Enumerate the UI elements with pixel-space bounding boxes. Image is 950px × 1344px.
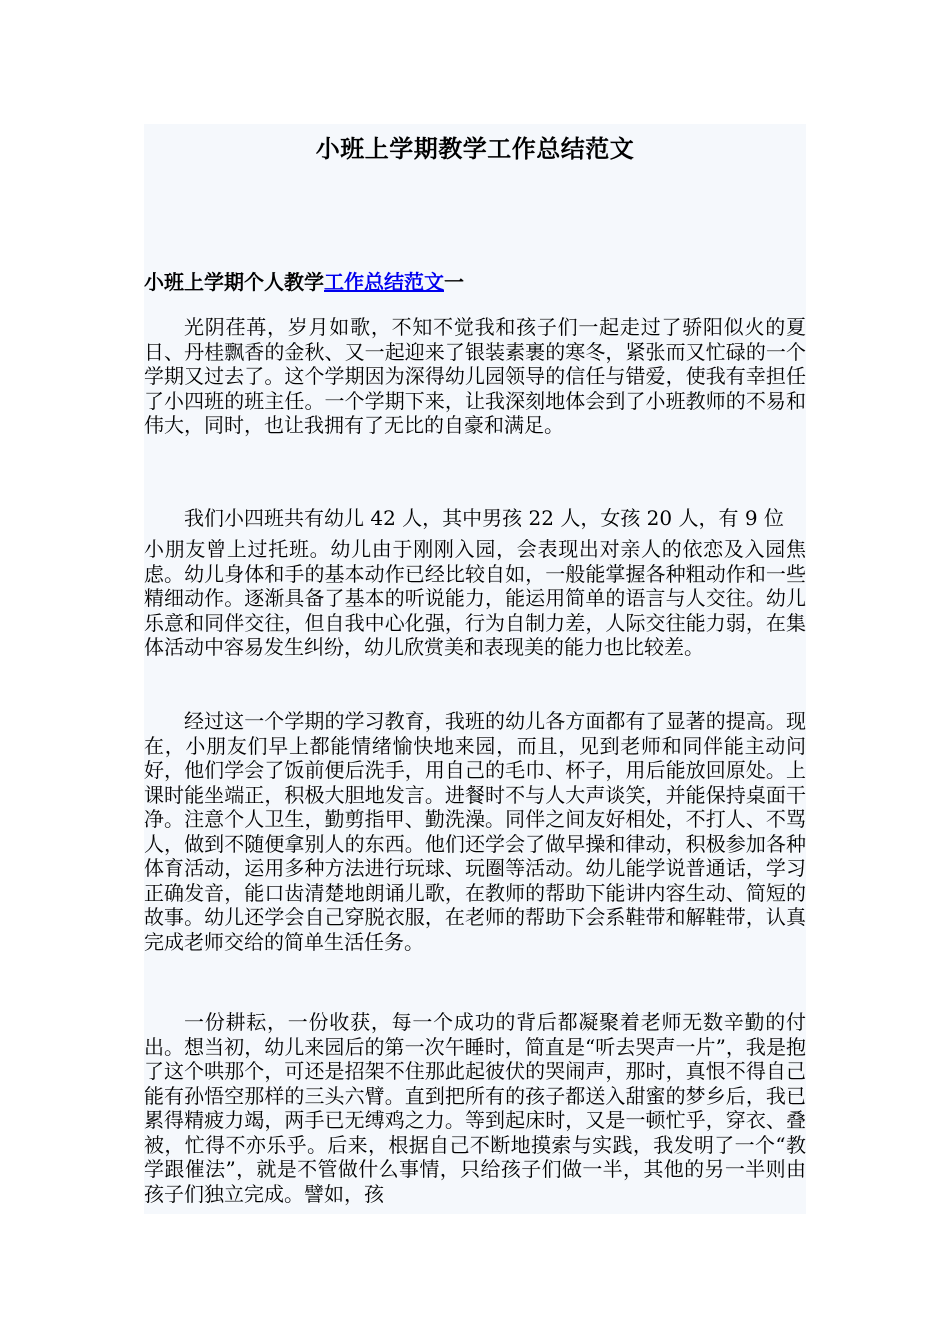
paragraph-class-overview: [144, 499, 806, 660]
work-summary-link[interactable]: 工作总结范文: [324, 270, 444, 294]
document-title: 小班上学期教学工作总结范文: [315, 134, 635, 163]
section-heading-prefix: 小班上学期个人教学: [144, 270, 324, 294]
paragraph-class-overview-first-line: 我们小四班共有幼儿 42 人，其中男孩 22 人，女孩 20 人，有 9 位: [184, 506, 784, 530]
paragraph-intro: 光阴荏苒，岁月如歌，不知不觉我和孩子们一起走过了骄阳似火的夏日、丹桂飘香的金秋、又一起迎来了银装素裹的寒冬，紧张而又忙碌的一个学期又过去了。这个学期因为深得幼儿园领导的信任与错爱，使我有幸担任了小四班的班主任。一个学期下来，让我深刻地体会到了小班教师的不易和伟大，同时，也让我拥有了无比的自豪和满足。: [144, 315, 806, 437]
paragraph-effort: 一份耕耘，一份收获，每一个成功的背后都凝聚着老师无数辛勤的付出。想当初，幼儿来园后的第一次午睡时，简直是“听去哭声一片”，我是抱了这个哄那个，可还是招架不住那此起彼伏的哭闹声，那时，真恨不得自己能有孙悟空那样的三头六臂。直到把所有的孩子都送入甜蜜的梦乡后，我已累得精疲力竭，两手已无缚鸡之力。等到起床时，又是一顿忙乎，穿衣、叠被，忙得不亦乐乎。后来，根据自己不断地摸索与实践，我发明了一个“教学跟催法”，就是不管做什么事情，只给孩子们做一半，其他的另一半则由孩子们独立完成。譬如，孩: [144, 1010, 806, 1206]
paragraph-progress: 经过这一个学期的学习教育，我班的幼儿各方面都有了显著的提高。现在，小朋友们早上都能情绪愉快地来园，而且，见到老师和同伴能主动问好，他们学会了饭前便后洗手，用自己的毛巾、杯子，用后能放回原处。上课时能坐端正，积极大胆地发言。进餐时不与人大声谈笑，并能保持桌面干净。注意个人卫生，勤剪指甲、勤洗澡。同伴之间友好相处，不打人、不骂人，做到不随便拿别人的东西。他们还学会了做早操和律动，积极参加各种体育活动，运用多种方法进行玩球、玩圈等活动。幼儿能学说普通话，学习正确发音，能口齿清楚地朗诵儿歌，在教师的帮助下能讲内容生动、简短的故事。幼儿还学会自己穿脱衣服，在老师的帮助下会系鞋带和解鞋带，认真完成老师交给的简单生活任务。: [144, 709, 806, 954]
section-heading: [144, 268, 806, 296]
document-body: [144, 124, 806, 1214]
paragraph-class-overview-body: 小朋友曾上过托班。幼儿由于刚刚入园，会表现出对亲人的依恋及入园焦虑。幼儿身体和手的基本动作已经比较自如，一般能掌握各种粗动作和一些精细动作。逐渐具备了基本的听说能力，能运用简单的语言与人交往。幼儿乐意和同伴交往，但自我中心化强，行为自制力差，人际交往能力弱，在集体活动中容易发生纠纷，幼儿欣赏美和表现美的能力也比较差。: [144, 537, 806, 659]
section-heading-suffix: 一: [444, 270, 464, 294]
